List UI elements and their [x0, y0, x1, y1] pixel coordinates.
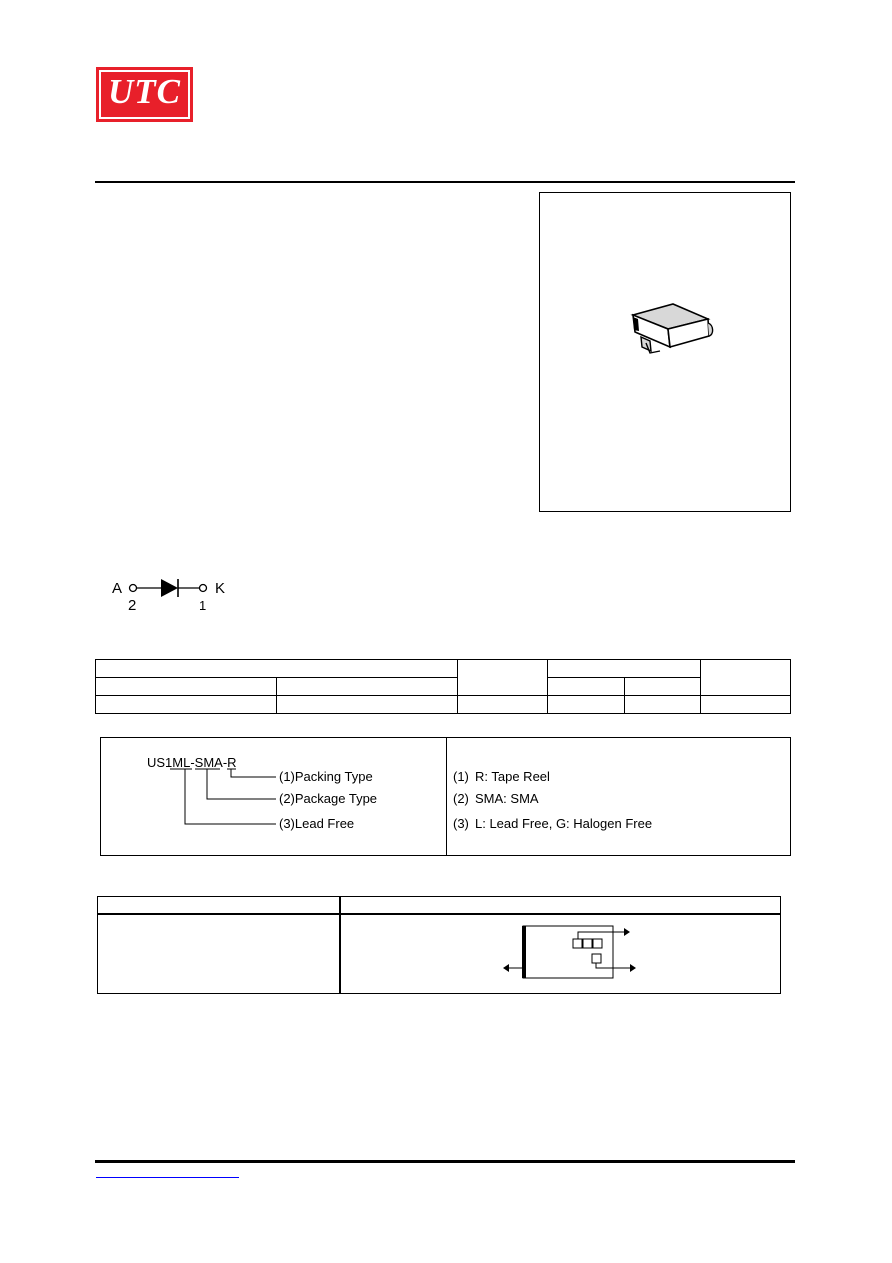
- header-rule: [95, 181, 795, 183]
- table-cell: [701, 696, 791, 714]
- ordering-table: [95, 659, 791, 714]
- legend-packing-type: (1)Packing Type: [279, 769, 373, 784]
- definition-2-number: (2): [453, 791, 469, 806]
- table-row: [96, 696, 791, 714]
- part-number: US1ML-SMA-R: [147, 755, 237, 770]
- legend-lead-free: (3)Lead Free: [279, 816, 355, 831]
- marking-diagram: [500, 922, 640, 984]
- table-cell: [625, 696, 701, 714]
- anode-pin-number: 2: [128, 597, 137, 614]
- table-cell: [458, 660, 548, 696]
- table-cell: [701, 660, 791, 696]
- footer-rule: [95, 1160, 795, 1163]
- cathode-label: K: [215, 580, 226, 597]
- cathode-pin-number: 1: [199, 598, 207, 613]
- definition-2-text: SMA: SMA: [475, 791, 539, 806]
- sma-package-image: [628, 301, 714, 357]
- table-cell: [96, 696, 277, 714]
- anode-label: A: [112, 580, 123, 597]
- part-number-legend-lines: [140, 768, 280, 830]
- definition-3-text: L: Lead Free, G: Halogen Free: [475, 816, 653, 831]
- marking-table-header-rule: [97, 913, 781, 915]
- table-cell: [277, 678, 458, 696]
- ordering-info-divider: [446, 737, 447, 856]
- definition-1-number: (1): [453, 769, 469, 784]
- logo-text: UTC: [108, 72, 181, 111]
- table-cell: [277, 696, 458, 714]
- utc-logo: [96, 67, 193, 122]
- footer-link-underline[interactable]: [96, 1177, 239, 1178]
- table-cell: [458, 696, 548, 714]
- table-cell: [96, 678, 277, 696]
- legend-package-type: (2)Package Type: [279, 791, 378, 806]
- marking-table-divider: [339, 896, 341, 994]
- table-cell: [548, 678, 625, 696]
- package-image-box: [539, 192, 791, 512]
- table-cell: [96, 660, 458, 678]
- marking-table: [97, 896, 781, 994]
- definition-1-text: R: Tape Reel: [475, 769, 550, 784]
- table-cell: [625, 678, 701, 696]
- table-cell: [548, 696, 625, 714]
- table-cell: [548, 660, 701, 678]
- definition-3-number: (3): [453, 816, 469, 831]
